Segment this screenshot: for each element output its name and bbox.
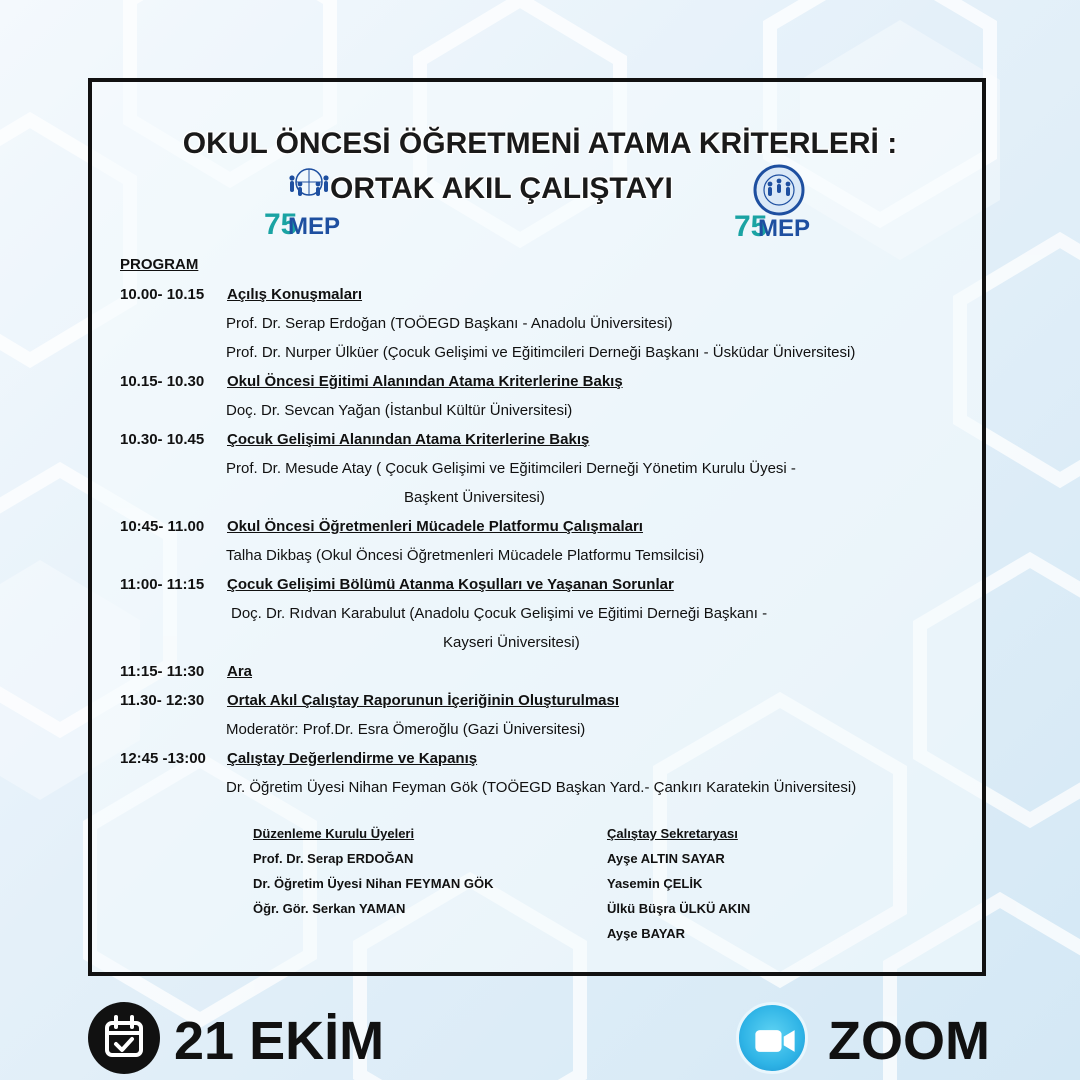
committee-member: Öğr. Gör. Serkan YAMAN bbox=[253, 901, 406, 916]
session-time: 10.15- 10.30 bbox=[120, 373, 205, 390]
session-time: 10:45- 11.00 bbox=[120, 518, 205, 535]
page-title-line1: OKUL ÖNCESİ ÖĞRETMENİ ATAMA KRİTERLERİ : bbox=[182, 127, 898, 160]
svg-text:75: 75 bbox=[734, 210, 768, 242]
session-row bbox=[120, 512, 970, 541]
session-title: Çocuk Gelişimi Bölümü Atanma Koşulları ve Yaşanan Sorunlar bbox=[227, 576, 674, 593]
session-time: 12:45 -13:00 bbox=[120, 750, 206, 767]
session-row bbox=[120, 280, 970, 309]
calendar-check-icon bbox=[88, 1002, 160, 1074]
program-list bbox=[120, 280, 970, 802]
session-title: Çalıştay Değerlendirme ve Kapanış bbox=[227, 750, 478, 767]
session-time: 11:00- 11:15 bbox=[120, 576, 205, 593]
session-row bbox=[120, 367, 970, 396]
committee-heading: Düzenleme Kurulu Üyeleri bbox=[253, 826, 415, 841]
speaker-line: Moderatör: Prof.Dr. Esra Ömeroğlu (Gazi Üniversitesi) bbox=[226, 721, 586, 738]
zoom-camera-icon bbox=[736, 1002, 808, 1074]
speaker-line: Doç. Dr. Rıdvan Karabulut (Anadolu Çocuk Gelişimi ve Eğitimi Derneği Başkanı - bbox=[231, 605, 768, 622]
mep-logo-right bbox=[732, 164, 822, 242]
secretariat-member: Ayşe ALTIN SAYAR bbox=[607, 851, 725, 866]
secretariat-heading: Çalıştay Sekretaryası bbox=[607, 826, 738, 841]
session-title: Ara bbox=[227, 663, 253, 680]
event-date: 21 EKİM bbox=[174, 1011, 385, 1071]
secretariat-member: Yasemin ÇELİK bbox=[607, 876, 703, 891]
session-title: Açılış Konuşmaları bbox=[227, 286, 363, 303]
speaker-line: Talha Dikbaş (Okul Öncesi Öğretmenleri Mücadele Platformu Temsilcisi) bbox=[226, 547, 705, 564]
speaker-line: Prof. Dr. Serap Erdoğan (TOÖEGD Başkanı - Anadolu Üniversitesi) bbox=[226, 315, 673, 332]
workshop-secretariat bbox=[607, 824, 750, 949]
session-row bbox=[120, 570, 970, 599]
session-time: 10.00- 10.15 bbox=[120, 286, 205, 303]
session-title: Okul Öncesi Eğitimi Alanından Atama Kriterlerine Bakış bbox=[227, 373, 623, 390]
session-time: 11.30- 12:30 bbox=[120, 692, 205, 709]
svg-text:75: 75 bbox=[264, 208, 298, 240]
speaker-line: Başkent Üniversitesi) bbox=[404, 489, 545, 506]
speaker-line: Doç. Dr. Sevcan Yağan (İstanbul Kültür Üniversitesi) bbox=[226, 402, 573, 419]
session-row bbox=[120, 744, 970, 773]
svg-text:MEP: MEP bbox=[758, 215, 811, 242]
session-time: 11:15- 11:30 bbox=[120, 663, 205, 680]
speaker-line: Prof. Dr. Mesude Atay ( Çocuk Gelişimi ve Eğitimcileri Derneği Yönetim Kurulu Üyesi - bbox=[226, 460, 796, 477]
secretariat-member: Ayşe BAYAR bbox=[607, 926, 686, 941]
committee-member: Dr. Öğretim Üyesi Nihan FEYMAN GÖK bbox=[253, 876, 494, 891]
session-time: 10.30- 10.45 bbox=[120, 431, 205, 448]
session-title: Çocuk Gelişimi Alanından Atama Kriterlerine Bakış bbox=[227, 431, 590, 448]
mep-logo-left bbox=[262, 162, 352, 240]
secretariat-member: Ülkü Büşra ÜLKÜ AKIN bbox=[607, 901, 751, 916]
session-title: Ortak Akıl Çalıştay Raporunun İçeriğinin Oluşturulması bbox=[227, 692, 620, 709]
committee-member: Prof. Dr. Serap ERDOĞAN bbox=[253, 851, 414, 866]
session-row bbox=[120, 657, 970, 686]
speaker-line: Kayseri Üniversitesi) bbox=[443, 634, 580, 651]
session-row bbox=[120, 686, 970, 715]
page-title-line2: ORTAK AKIL ÇALIŞTAYI bbox=[330, 172, 673, 205]
svg-text:MEP: MEP bbox=[288, 213, 341, 240]
session-row bbox=[120, 425, 970, 454]
session-title: Okul Öncesi Öğretmenleri Mücadele Platformu Çalışmaları bbox=[227, 518, 643, 535]
speaker-line: Dr. Öğretim Üyesi Nihan Feyman Gök (TOÖEGD Başkan Yard.- Çankırı Karatekin Üniversitesi) bbox=[226, 779, 857, 796]
organizing-committee bbox=[253, 824, 494, 924]
speaker-line: Prof. Dr. Nurper Ülküer (Çocuk Gelişimi ve Eğitimcileri Derneği Başkanı - Üsküdar Üniversitesi) bbox=[226, 344, 856, 361]
event-platform: ZOOM bbox=[828, 1011, 990, 1071]
program-heading: PROGRAM bbox=[120, 256, 199, 273]
